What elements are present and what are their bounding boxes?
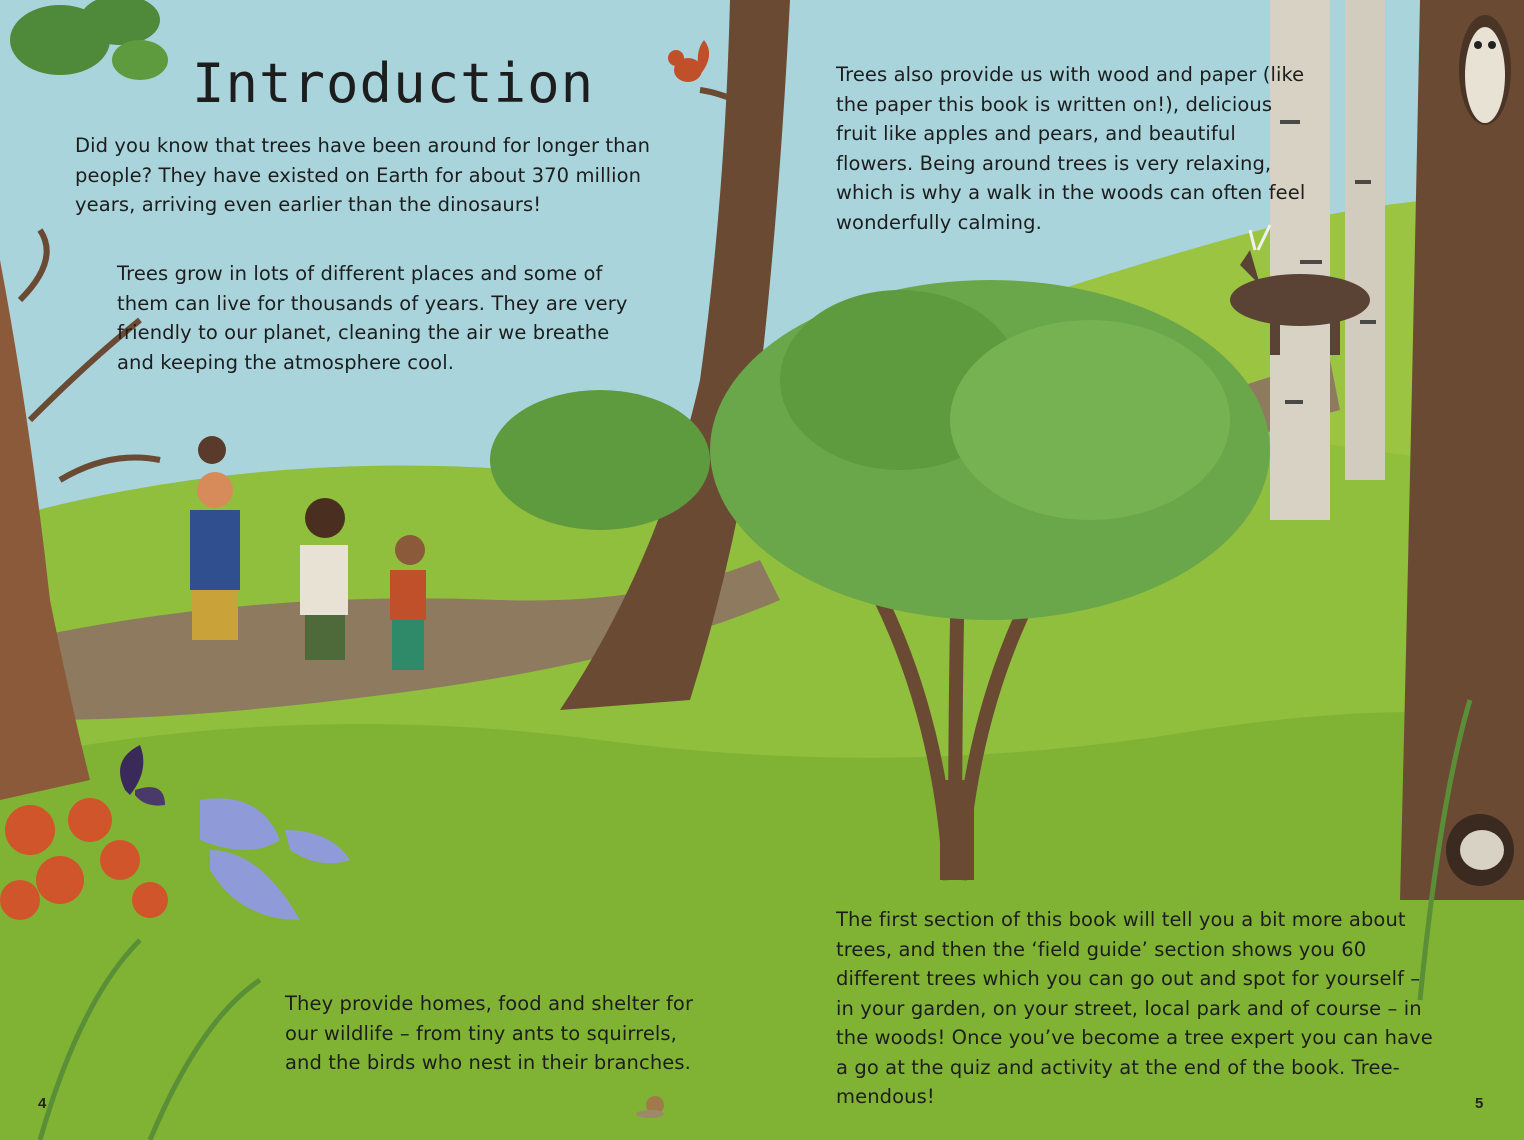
provide-paragraph: Trees also provide us with wood and paper (like the paper this book is written on!), delicious fruit like apples and pears, and beautiful flowers. Being around trees is very relaxing, which is why a walk in the woods can often feel wonderfully calming. (836, 63, 1306, 234)
page-number-left: 4 (38, 1095, 47, 1112)
right-trunk (1400, 0, 1524, 900)
background-bush (490, 390, 710, 530)
wildlife-paragraph: They provide homes, food and shelter for our wildlife – from tiny ants to squirrels, and the birds who nest in their branches. (285, 992, 694, 1074)
page-title: Introduction (192, 52, 595, 115)
birch-trunk-2 (1345, 0, 1385, 480)
places-paragraph: Trees grow in lots of different places and some of them can live for thousands of years. They are very friendly to our planet, cleaning the air we breathe and keeping the atmosphere cool. (117, 262, 628, 374)
hedgehog-icon (1446, 814, 1514, 886)
intro-paragraph: Did you know that trees have been around for longer than people? They have existed on Earth for about 370 million years, arriving even earlier than the dinosaurs! (75, 134, 651, 216)
owl-icon (1459, 15, 1511, 125)
page-number-right: 5 (1475, 1095, 1484, 1112)
guide-paragraph: The first section of this book will tell you a bit more about trees, and then the ‘field guide’ section shows you 60 different trees which you can go out and spot for yourself – in your garden, on your street, local park and of course – in the woods! Once you’ve become a tree expert you can have a go at the quiz and activity at the end of the book. Tree-mendous! (836, 908, 1433, 1108)
